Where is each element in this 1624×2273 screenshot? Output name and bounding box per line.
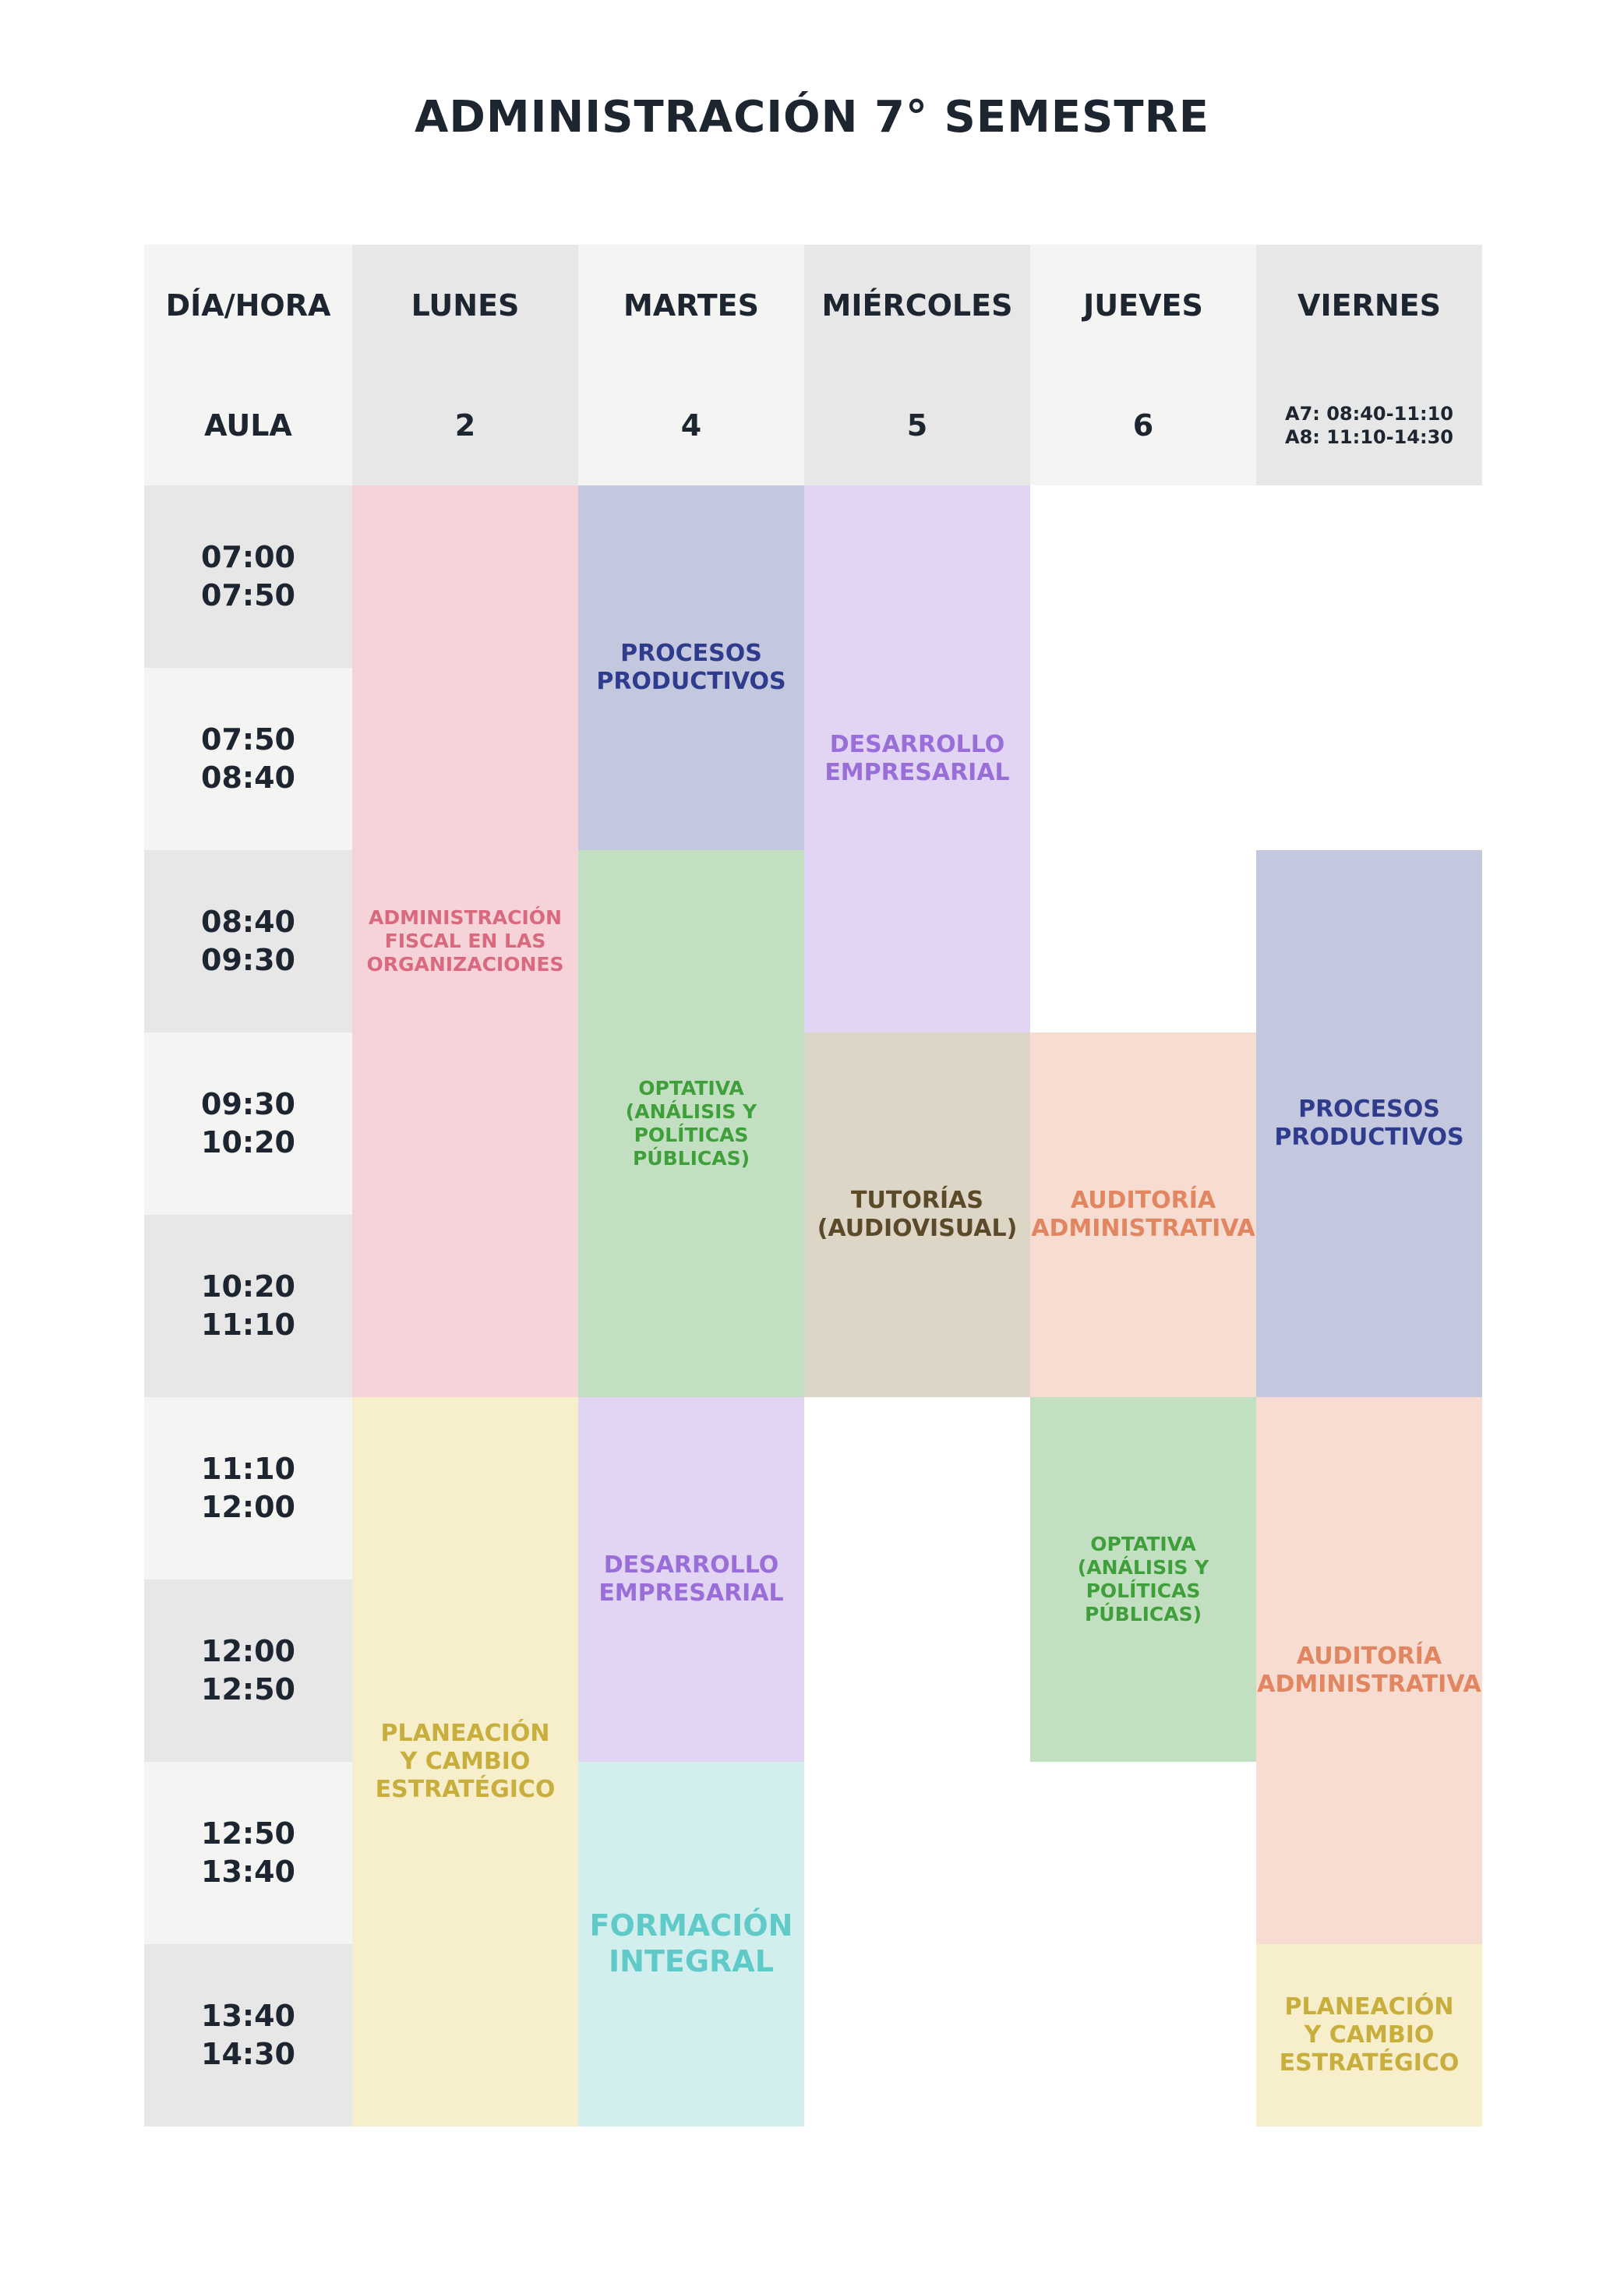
room-lunes: 2	[352, 365, 578, 485]
class-miercoles-tutorias: TUTORÍAS (AUDIOVISUAL)	[804, 1032, 1030, 1397]
class-lunes-administracion-fiscal: ADMINISTRACIÓN FISCAL EN LAS ORGANIZACIONES	[352, 485, 578, 1397]
room-martes: 4	[578, 365, 804, 485]
class-viernes-procesos-productivos: PROCESOS PRODUCTIVOS	[1256, 850, 1482, 1397]
room-viernes: A7: 08:40-11:10 A8: 11:10-14:30	[1256, 365, 1482, 485]
time-slot-2: 07:50 08:40	[144, 668, 352, 850]
time-slot-1: 07:00 07:50	[144, 485, 352, 668]
page-title: ADMINISTRACIÓN 7° SEMESTRE	[415, 92, 1209, 143]
class-miercoles-desarrollo-empresarial: DESARROLLO EMPRESARIAL	[804, 485, 1030, 1032]
class-jueves-auditoria-administrativa: AUDITORÍA ADMINISTRATIVA	[1030, 1032, 1256, 1397]
class-martes-optativa: OPTATIVA (ANÁLISIS Y POLÍTICAS PÚBLICAS)	[578, 850, 804, 1397]
time-slot-8: 12:50 13:40	[144, 1762, 352, 1944]
day-header-lunes: LUNES	[352, 245, 578, 365]
time-slot-3: 08:40 09:30	[144, 850, 352, 1032]
class-jueves-optativa: OPTATIVA (ANÁLISIS Y POLÍTICAS PÚBLICAS)	[1030, 1397, 1256, 1762]
class-martes-formacion-integral: FORMACIÓN INTEGRAL	[578, 1762, 804, 2127]
class-viernes-auditoria-administrativa: AUDITORÍA ADMINISTRATIVA	[1256, 1397, 1482, 1944]
day-header-viernes: VIERNES	[1256, 245, 1482, 365]
room-jueves: 6	[1030, 365, 1256, 485]
class-martes-procesos-productivos: PROCESOS PRODUCTIVOS	[578, 485, 804, 850]
time-slot-5: 10:20 11:10	[144, 1215, 352, 1397]
time-slot-9: 13:40 14:30	[144, 1944, 352, 2127]
time-slot-6: 11:10 12:00	[144, 1397, 352, 1579]
day-header-jueves: JUEVES	[1030, 245, 1256, 365]
room-miercoles: 5	[804, 365, 1030, 485]
class-viernes-planeacion: PLANEACIÓN Y CAMBIO ESTRATÉGICO	[1256, 1944, 1482, 2127]
corner-header-dia-hora: DÍA/HORA	[144, 245, 352, 365]
class-lunes-planeacion: PLANEACIÓN Y CAMBIO ESTRATÉGICO	[352, 1397, 578, 2127]
day-header-martes: MARTES	[578, 245, 804, 365]
day-header-miercoles: MIÉRCOLES	[804, 245, 1030, 365]
time-slot-4: 09:30 10:20	[144, 1032, 352, 1215]
time-slot-7: 12:00 12:50	[144, 1579, 352, 1762]
class-martes-desarrollo-empresarial: DESARROLLO EMPRESARIAL	[578, 1397, 804, 1762]
corner-header-aula: AULA	[144, 365, 352, 485]
